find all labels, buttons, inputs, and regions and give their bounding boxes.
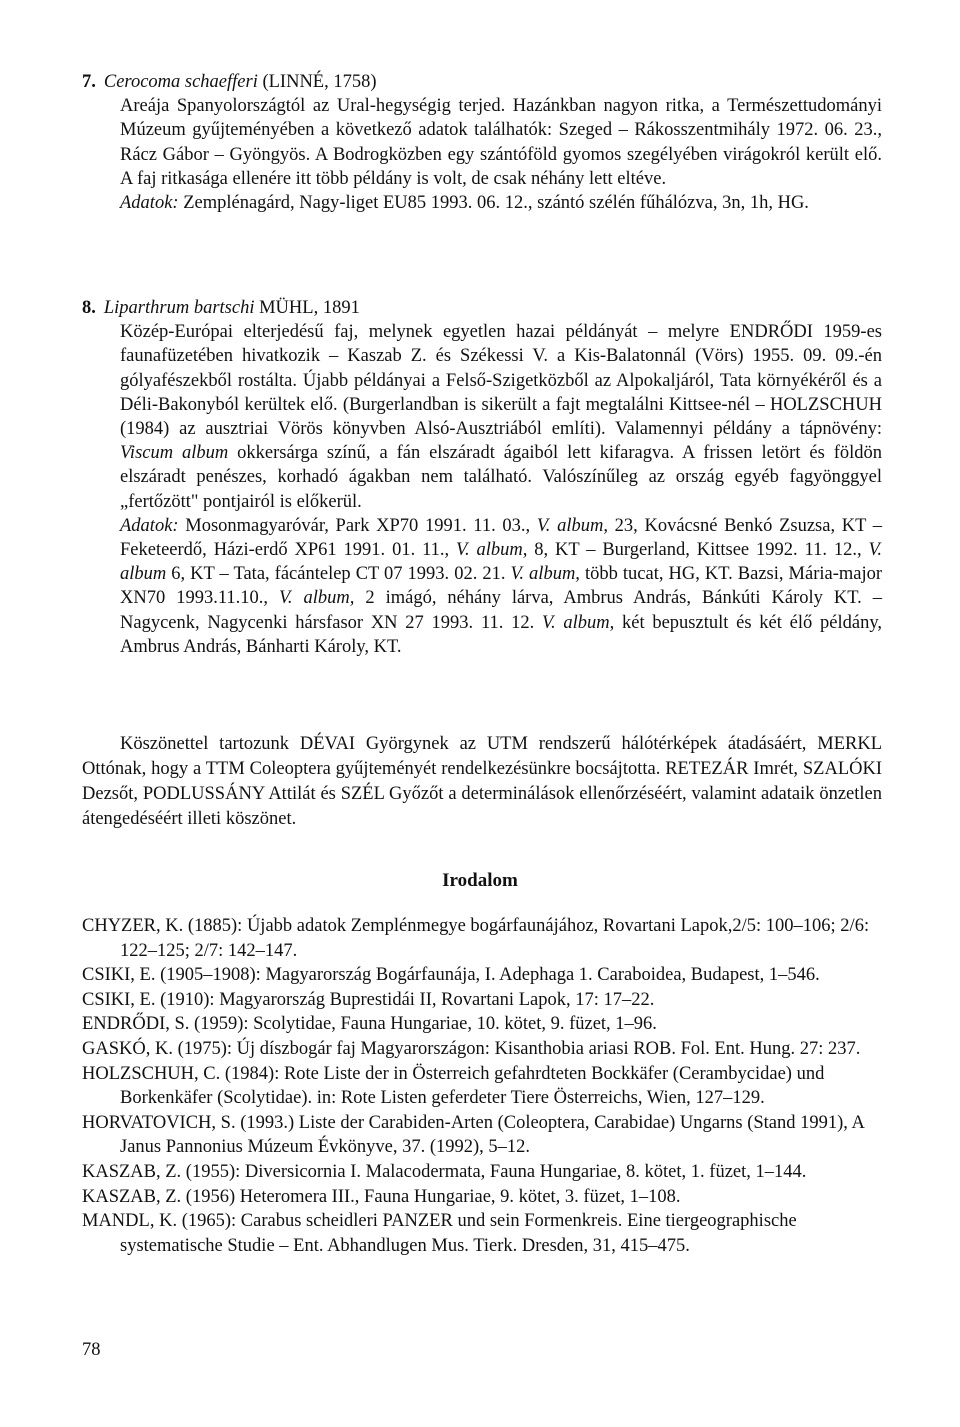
reference-item: KASZAB, Z. (1956) Heteromera III., Fauna Hungariae, 9. kötet, 3. füzet, 1–108. bbox=[82, 1186, 681, 1207]
reference-item: CSIKI, E. (1905–1908): Magyarország Bogárfaunája, I. Adephaga 1. Caraboidea, Budapest, 1–546. bbox=[82, 965, 820, 986]
page-number: 78 bbox=[82, 1340, 101, 1360]
reference-item: GASKÓ, K. (1975): Új díszbogár faj Magyarországon: Kisanthobia ariasi ROB. Fol. Ent. Hung. 27: 237. bbox=[82, 1038, 861, 1059]
reference-item: CHYZER, K. (1885): Újabb adatok Zemplénmegye bogárfaunájához, Rovartani Lapok,2/5: 100–106; 2/6: 122–125; 2/7: 142–147. bbox=[82, 916, 870, 961]
reference-list bbox=[82, 914, 882, 1258]
data-text: két bepusztult és két élő példány, Ambrus András, Bánharti Károly, KT. bbox=[120, 612, 883, 657]
host-abbrev: V. album, bbox=[456, 540, 528, 561]
species-description bbox=[82, 94, 882, 215]
reference-item: CSIKI, E. (1910): Magyarország Buprestidái II, Rovartani Lapok, 17: 17–22. bbox=[82, 989, 655, 1010]
host-abbrev: V. album, bbox=[279, 588, 355, 609]
data-text: 8, KT – Burgerland, Kittsee 1992. 11. 12., bbox=[534, 540, 862, 561]
description-text: okkersárga színű, a fán elszáradt ágaiból lett kifaragva. A frissen letört és földön elszáradt penészes, korhadó ágakban nem található. Valószínűleg az ország egyéb fagyönggyel „fertőzött" pontjairól is előkerül. bbox=[120, 443, 882, 512]
literature-heading: Irodalom bbox=[442, 870, 518, 891]
species-number: 7. bbox=[82, 72, 96, 92]
description-text: Közép-Európai elterjedésű faj, melynek egyetlen hazai példányát – melyre ENDRŐDI 1959-es faunafüzetében hivatkozik – Kaszab Z. és Székessi V. a Kis-Balatonnál (Vörs) 1955. 09. 09.-én gólyafészekből rostálta. Újabb példányai a Felső-Szigetközből az Alpokaljáról, Tata környékéről és a Déli-Bakonyból kerültek elő. (Burgerlandban is sikerült a fajt megtalálni Kittsee-nél – HOLZSCHUH (1984) az ausztriai Vörös könyvben Alsó-Ausztriából említi). Valamennyi példány a tápnövény: bbox=[120, 322, 882, 440]
species-name: Cerocoma schaefferi bbox=[103, 72, 258, 92]
data-text: 23, Kovácsné Benkó Zsuzsa, KT – Feketeerdő, Házi-erdő XP61 1991. 01. 11., bbox=[120, 515, 883, 561]
species-number: 8. bbox=[82, 298, 96, 318]
data-text: Zemplénagárd, Nagy-liget EU85 1993. 06. 12., szántó szélén fűhálózva, 3n, 1h, HG. bbox=[183, 193, 809, 214]
host-abbrev: V. album, bbox=[536, 515, 608, 536]
species-name: Liparthrum bartschi bbox=[103, 298, 255, 318]
host-abbrev: V. album, bbox=[510, 564, 580, 585]
host-plant: Viscum album bbox=[120, 443, 229, 464]
host-abbrev: V. album, bbox=[542, 612, 615, 633]
species-entry-7 bbox=[82, 70, 882, 215]
reference-item: HOLZSCHUH, C. (1984): Rote Liste der in Österreich gefahrdteten Bockkäfer (Cerambycidae) und Borkenkäfer (Scolytidae). in: Rote Listen geferdeter Tiere Österreichs, Wien, 127–129. bbox=[82, 1063, 825, 1109]
reference-item: KASZAB, Z. (1955): Diversicornia I. Malacodermata, Fauna Hungariae, 8. kötet, 1. füzet, 1–144. bbox=[82, 1161, 807, 1182]
reference-item: HORVATOVICH, S. (1993.) Liste der Carabiden-Arten (Coleoptera, Carabidae) Ungarns (Stand 1991), A Janus Pannonius Múzeum Évkönyve, 37. (1992), 5–12. bbox=[82, 1112, 864, 1158]
data-label: Adatok: bbox=[120, 515, 179, 536]
data-label: Adatok: bbox=[120, 193, 179, 214]
species-entry-8 bbox=[82, 296, 882, 659]
data-text: 2 imágó, néhány lárva, Ambrus András, Bánkúti Károly KT. – Nagycenk, Nagycenki hársfasor XN 27 1993. 11. 12. bbox=[120, 588, 883, 633]
description-text: Areája Spanyolországtól az Ural-hegységig terjed. Hazánkban nagyon ritka, a Természettudományi Múzeum gyűjteményében a következő adatok találhatók: Szeged – Rákosszentmihály 1972. 06. 23., Rácz Gábor – Gyöngyös. A Bodrogközben egy szántóföld gyomos szegélyében virágokról került elő. A faj ritkasága ellenére itt több példány is volt, de csak néhány lett eltéve. bbox=[120, 96, 882, 189]
species-description bbox=[82, 320, 882, 659]
species-author: MÜHL, 1891 bbox=[259, 298, 360, 318]
data-text: 6, KT – Tata, fácántelep CT 07 1993. 02. 21. bbox=[171, 564, 506, 585]
species-heading bbox=[82, 296, 882, 320]
host-abbrev: V. album bbox=[120, 540, 883, 585]
species-heading bbox=[82, 70, 882, 94]
species-author: (LINNÉ, 1758) bbox=[262, 72, 377, 92]
reference-item: ENDRŐDI, S. (1959): Scolytidae, Fauna Hungariae, 10. kötet, 9. füzet, 1–96. bbox=[82, 1014, 657, 1035]
reference-item: MANDL, K. (1965): Carabus scheidleri PANZER und sein Formenkreis. Eine tiergeographische systematische Studie – Ent. Abhandlugen Mus. Tierk. Dresden, 31, 415–475. bbox=[82, 1211, 797, 1256]
data-text: több tucat, HG, KT. Bazsi, Mária-major XN70 1993.11.10., bbox=[120, 564, 883, 609]
data-text: Mosonmagyaróvár, Park XP70 1991. 11. 03., bbox=[185, 515, 531, 536]
acknowledgement: Köszönettel tartozunk DÉVAI Györgynek az UTM rendszerű hálótérképek átadásáért, MERKL Ottónak, hogy a TTM Coleoptera gyűjteményét rendelkezésünkre bocsájtotta. RETEZÁR Imrét, SZALÓKI Dezsőt, PODLUSSÁNY Attilát és SZÉL Győzőt a determinálások ellenőrzéséért, valamint adataik önzetlen átengedéséért illeti köszönet. bbox=[82, 733, 882, 829]
